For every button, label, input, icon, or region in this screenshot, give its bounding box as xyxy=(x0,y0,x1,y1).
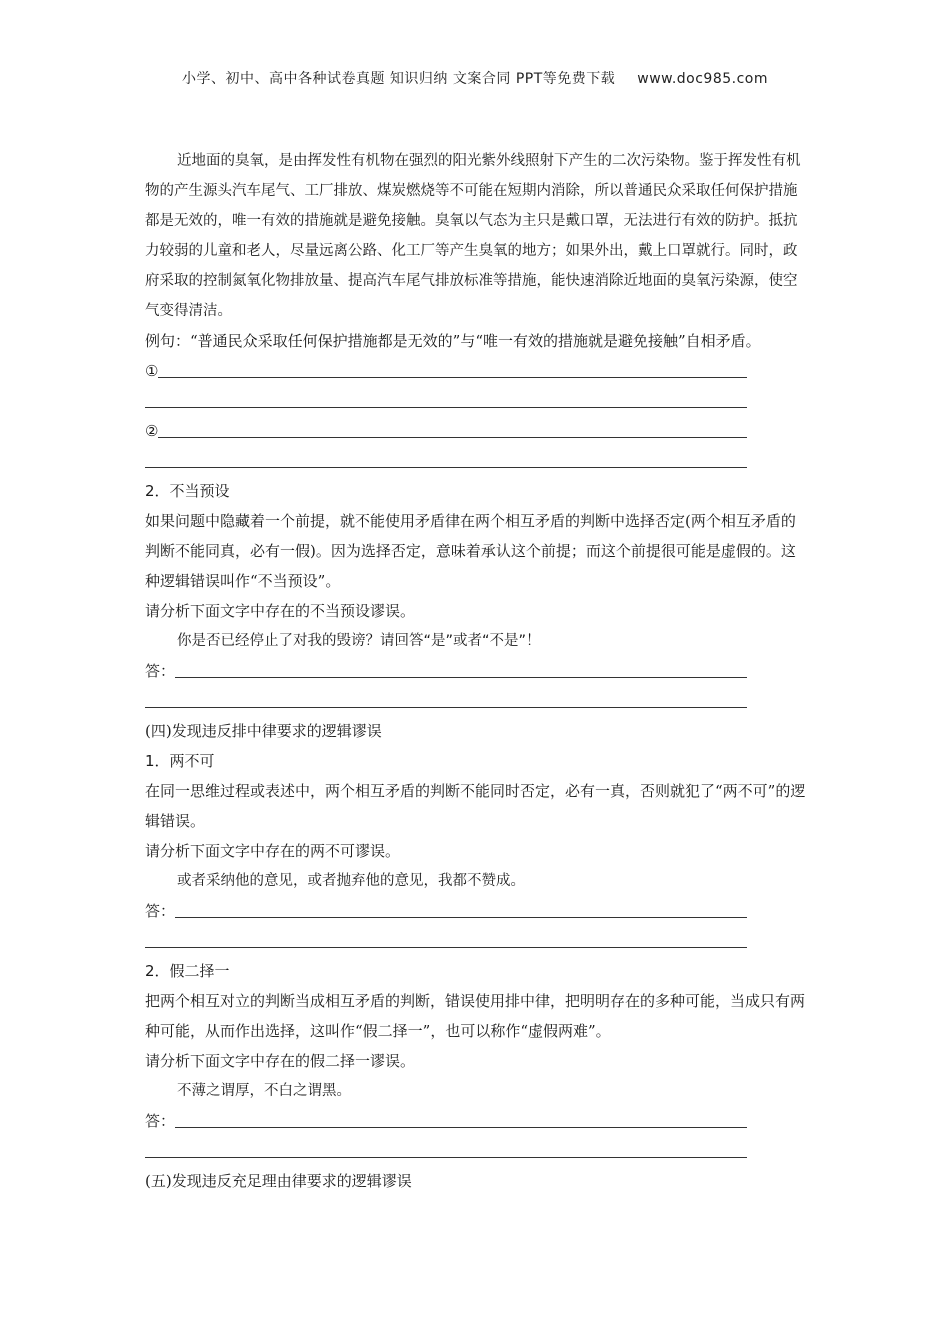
section-4-2-title: 2．假二择一 xyxy=(145,962,230,980)
header-text: 小学、初中、高中各种试卷真题 知识归纳 文案合同 PPT等免费下载 xyxy=(181,71,616,87)
passage-paragraph: 近地面的臭氧，是由挥发性有机物在强烈的阳光紫外线照射下产生的二次污染物。鉴于挥发性有机物的产生源头汽车尾气、工厂排放、煤炭燃烧等不可能在短期内消除，所以普通民众采取任何保护措施都是无效的，唯一有效的措施就是避免接触。臭氧以气态为主只是戴口罩，无法进行有效的防护。抵抗力较弱的儿童和老人，尽量远离公路、化工厂等产生臭氧的地方；如果外出，戴上口罩就行。同时，政府采取的控制氮氧化物排放量、提高汽车尾气排放标准等措施，能快速消除近地面的臭氧污染源，使空气变得清洁。 xyxy=(145,153,801,319)
section-2-description: 如果问题中隐藏着一个前提，就不能使用矛盾律在两个相互矛盾的判断中选择否定(两个相互矛盾的判断不能同真，必有一假)。因为选择否定，意味着承认这个前提；而这个前提很可能是虚假的。这种逻辑错误叫作“不当预设”。 xyxy=(145,512,796,590)
document-body xyxy=(145,146,810,1196)
section-4-2-description: 把两个相互对立的判断当成相互矛盾的判断，错误使用排中律，把明明存在的多种可能，当成只有两种可能，从而作出选择，这叫作“假二择一”，也可以称作“虚假两难”。 xyxy=(145,992,806,1040)
answer-label: 答： xyxy=(145,662,176,680)
section-2-answer-line[interactable] xyxy=(145,656,747,686)
section-4-2-prompt: 请分析下面文字中存在的假二择一谬误。 xyxy=(145,1052,416,1070)
example-sentence: 例句：“普通民众采取任何保护措施都是无效的”与“唯一有效的措施就是避免接触”自相矛盾。 xyxy=(145,332,761,350)
section-2-prompt: 请分析下面文字中存在的不当预设谬误。 xyxy=(145,602,416,620)
answer-blank-line[interactable] xyxy=(145,686,747,716)
answer-marker-1: ① xyxy=(145,362,159,380)
section-4-1-description: 在同一思维过程或表述中，两个相互矛盾的判断不能同时否定，必有一真，否则就犯了“两不可”的逻辑错误。 xyxy=(145,782,806,830)
answer-label: 答： xyxy=(145,902,176,920)
header-site: www.doc985.com xyxy=(637,71,769,87)
answer-marker-2: ② xyxy=(145,422,159,440)
answer-blank-line[interactable] xyxy=(145,1136,747,1166)
answer-rule xyxy=(158,437,747,438)
section-4-1-title: 1．两不可 xyxy=(145,752,215,770)
answer-rule xyxy=(175,677,747,678)
answer-blank-line[interactable] xyxy=(145,446,747,476)
section-4-1-prompt: 请分析下面文字中存在的两不可谬误。 xyxy=(145,842,401,860)
answer-rule xyxy=(175,1127,747,1128)
answer-line-2[interactable] xyxy=(145,416,747,446)
section-4-2-answer-line[interactable] xyxy=(145,1106,747,1136)
section-2-quote: 你是否已经停止了对我的毁谤？请回答“是”或者“不是”！ xyxy=(177,633,541,649)
answer-line-1[interactable] xyxy=(145,356,747,386)
section-2-title: 2．不当预设 xyxy=(145,482,230,500)
section-4-1-quote: 或者采纳他的意见，或者抛弃他的意见，我都不赞成。 xyxy=(177,873,525,889)
section-4-title: (四)发现违反排中律要求的逻辑谬误 xyxy=(145,722,382,740)
section-4-1-answer-line[interactable] xyxy=(145,896,747,926)
page-header xyxy=(0,68,950,88)
answer-blank-line[interactable] xyxy=(145,926,747,956)
section-4-2-quote: 不薄之谓厚，不白之谓黑。 xyxy=(177,1083,351,1099)
section-5-title: (五)发现违反充足理由律要求的逻辑谬误 xyxy=(145,1172,412,1190)
answer-rule xyxy=(158,377,747,378)
answer-rule xyxy=(175,917,747,918)
answer-label: 答： xyxy=(145,1112,176,1130)
answer-blank-line[interactable] xyxy=(145,386,747,416)
